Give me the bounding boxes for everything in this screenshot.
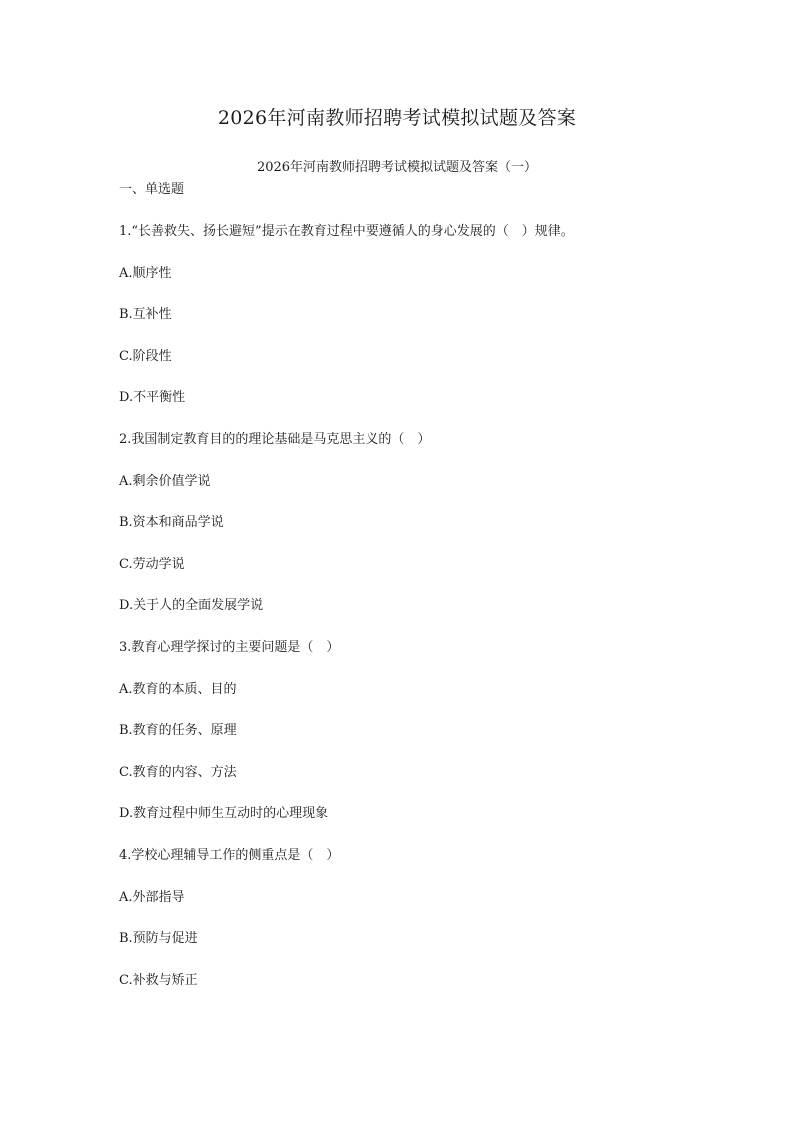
question-3: 3.教育心理学探讨的主要问题是（ ） xyxy=(119,639,340,655)
question-2: 2.我国制定教育目的的理论基础是马克思主义的（ ） xyxy=(119,431,431,447)
question-4-option-a: A.外部指导 xyxy=(119,889,185,905)
document-title: 2026年河南教师招聘考试模拟试题及答案 xyxy=(217,107,577,129)
question-1-option-c: C.阶段性 xyxy=(119,348,172,364)
question-1-option-d: D.不平衡性 xyxy=(119,390,186,406)
question-4: 4.学校心理辅导工作的侧重点是（ ） xyxy=(119,847,340,863)
question-3-option-b: B.教育的任务、原理 xyxy=(119,723,237,739)
section-heading: 一、单选题 xyxy=(119,182,185,197)
question-2-option-a: A.剩余价值学说 xyxy=(119,473,211,489)
question-3-option-a: A.教育的本质、目的 xyxy=(119,681,237,697)
question-2-option-c: C.劳动学说 xyxy=(119,556,185,572)
question-list xyxy=(119,222,719,1012)
question-2-option-d: D.关于人的全面发展学说 xyxy=(119,598,264,614)
question-1-option-b: B.互补性 xyxy=(119,307,172,323)
question-3-option-c: C.教育的内容、方法 xyxy=(119,764,237,780)
question-1: 1.“长善救失、扬长避短”提示在教育过程中要遵循人的身心发展的（ ）规律。 xyxy=(119,224,574,239)
question-4-option-c: C.补救与矫正 xyxy=(119,972,198,988)
question-4-option-b: B.预防与促进 xyxy=(119,931,198,947)
question-2-option-b: B.资本和商品学说 xyxy=(119,515,224,531)
document-subtitle: 2026年河南教师招聘考试模拟试题及答案（一） xyxy=(256,160,538,175)
question-1-option-a: A.顺序性 xyxy=(119,265,172,281)
question-3-option-d: D.教育过程中师生互动时的心理现象 xyxy=(119,806,329,822)
